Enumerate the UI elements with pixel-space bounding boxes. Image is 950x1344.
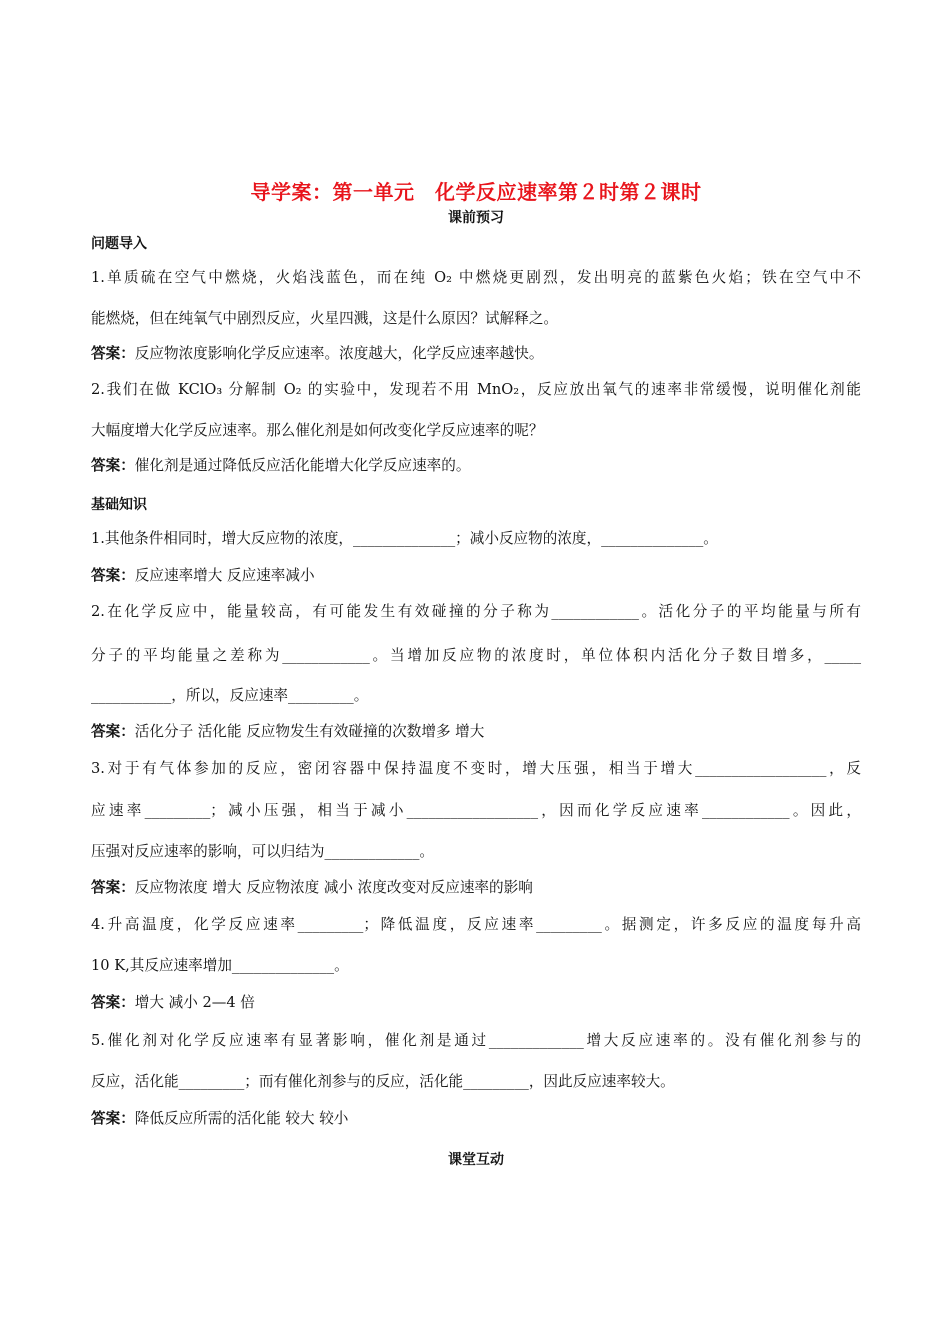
page-subtitle: 课前预习 bbox=[448, 210, 504, 226]
section-heading-intro: 问题导入 bbox=[91, 236, 147, 252]
answer-label: 答案： bbox=[91, 567, 135, 584]
answer-1 bbox=[91, 344, 861, 364]
question-1-line-1: 1.单质硫在空气中燃烧，火焰浅蓝色，而在纯 O₂ 中燃烧更剧烈，发出明亮的蓝紫色火焰；铁在空气中不 bbox=[91, 269, 861, 286]
basics-2-line-3: ___________，所以，反应速率_________。 bbox=[91, 687, 369, 704]
answer-text: 活化分子 活化能 反应物发生有效碰撞的次数增多 增大 bbox=[134, 723, 485, 740]
answer-text: 催化剂是通过降低反应活化能增大化学反应速率的。 bbox=[134, 457, 471, 474]
page-title: 导学案：第一单元 化学反应速率第２时第２课时 bbox=[250, 180, 702, 204]
answer-text: 反应速率增大 反应速率减小 bbox=[134, 567, 315, 584]
basics-5-line-1: 5.催化剂对化学反应速率有显著影响，催化剂是通过_____________增大反应速率的。没有催化剂参与的 bbox=[91, 1032, 861, 1049]
question-2-line-1: 2.我们在做 KClO₃ 分解制 O₂ 的实验中，发现若不用 MnO₂，反应放出氧气的速率非常缓慢，说明催化剂能 bbox=[91, 381, 861, 398]
basics-4-line-2: 10 K,其反应速率增加______________。 bbox=[91, 957, 349, 974]
answer-label: 答案： bbox=[91, 457, 135, 474]
section-heading-classroom: 课堂互动 bbox=[448, 1152, 504, 1168]
answer-2 bbox=[91, 456, 861, 476]
section-heading-basics: 基础知识 bbox=[91, 497, 147, 513]
answer-text: 反应物浓度影响化学反应速率。浓度越大，化学反应速率越快。 bbox=[134, 345, 544, 362]
answer-label: 答案： bbox=[91, 345, 135, 362]
basics-1-line-1: 1.其他条件相同时，增大反应物的浓度，______________；减小反应物的浓度，______________。 bbox=[91, 530, 718, 547]
question-2-line-2: 大幅度增大化学反应速率。那么催化剂是如何改变化学反应速率的呢？ bbox=[91, 422, 544, 439]
answer-text: 增大 减小 2—4 倍 bbox=[134, 994, 255, 1011]
basics-4-line-1: 4.升高温度，化学反应速率_________；降低温度，反应速率_________。据测定，许多反应的温度每升高 bbox=[91, 916, 861, 933]
answer-text: 反应物浓度 增大 反应物浓度 减小 浓度改变对反应速率的影响 bbox=[134, 879, 533, 896]
basics-5-line-2: 反应，活化能_________；而有催化剂参与的反应，活化能_________，因此反应速率较大。 bbox=[91, 1073, 675, 1090]
question-1-line-2: 能燃烧，但在纯氧气中剧烈反应，火星四溅，这是什么原因？试解释之。 bbox=[91, 310, 559, 327]
answer-label: 答案： bbox=[91, 994, 135, 1011]
answer-label: 答案： bbox=[91, 879, 135, 896]
basics-3-line-3: 压强对反应速率的影响，可以归结为_____________。 bbox=[91, 843, 434, 860]
basics-3-line-1: 3.对于有气体参加的反应，密闭容器中保持温度不变时，增大压强，相当于增大__________________，反 bbox=[91, 760, 861, 777]
answer-label: 答案： bbox=[91, 723, 135, 740]
answer-label: 答案： bbox=[91, 1110, 135, 1127]
basics-answer-3 bbox=[91, 878, 861, 898]
basics-2-line-2: 分子的平均能量之差称为____________。当增加反应物的浓度时，单位体积内活化分子数目增多，_____ bbox=[91, 647, 861, 664]
basics-2-line-1: 2.在化学反应中，能量较高，有可能发生有效碰撞的分子称为____________。活化分子的平均能量与所有 bbox=[91, 603, 861, 620]
basics-answer-1 bbox=[91, 566, 861, 586]
answer-text: 降低反应所需的活化能 较大 较小 bbox=[134, 1110, 349, 1127]
basics-3-line-2: 应速率_________；减小压强，相当于减小__________________，因而化学反应速率____________。因此， bbox=[91, 802, 861, 819]
basics-answer-5 bbox=[91, 1109, 861, 1129]
basics-answer-2 bbox=[91, 722, 861, 742]
basics-answer-4 bbox=[91, 993, 861, 1013]
